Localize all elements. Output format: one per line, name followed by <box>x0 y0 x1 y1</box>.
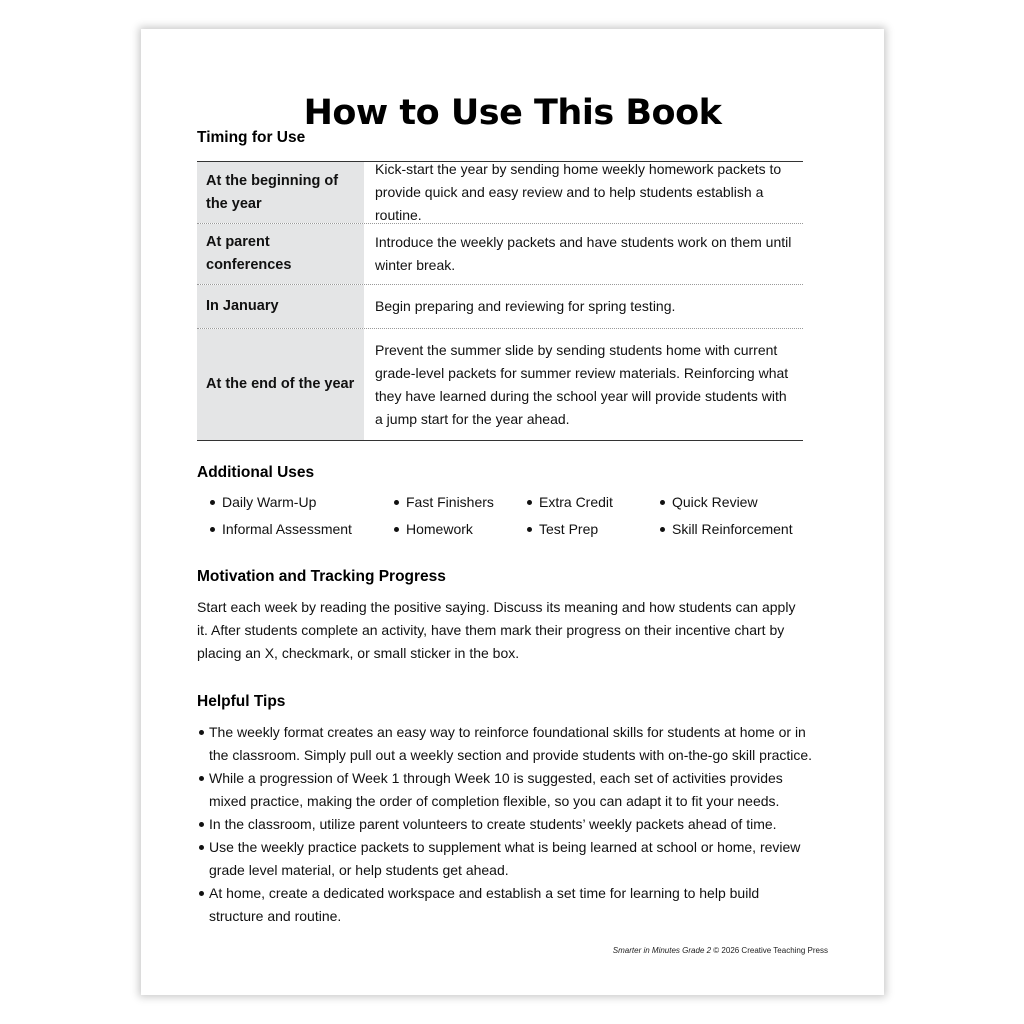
list-item <box>527 521 598 537</box>
bullet-icon <box>210 500 215 505</box>
timing-label: At parent conferences <box>197 224 364 284</box>
bullet-icon <box>660 500 665 505</box>
bullet-icon <box>199 730 204 735</box>
use-label: Fast Finishers <box>406 494 494 510</box>
use-label: Extra Credit <box>539 494 613 510</box>
timing-description: Kick-start the year by sending home weekly homework packets to provide quick and easy review and to help students establish a routine. <box>375 161 782 223</box>
use-label: Quick Review <box>672 494 758 510</box>
bullet-icon <box>394 527 399 532</box>
list-item <box>210 521 352 537</box>
timing-table <box>197 161 803 441</box>
motivation-heading: Motivation and Tracking Progress <box>197 568 446 585</box>
footer-copyright: © 2026 Creative Teaching Press <box>713 946 828 955</box>
bullet-icon <box>394 500 399 505</box>
use-label: Daily Warm-Up <box>222 494 317 510</box>
list-item <box>527 494 613 510</box>
list-item <box>197 813 817 836</box>
tip-text: In the classroom, utilize parent volunteers to create students’ weekly packets ahead of time. <box>209 816 777 832</box>
timing-description: Begin preparing and reviewing for spring testing. <box>375 298 676 314</box>
bullet-icon <box>199 776 204 781</box>
document-page <box>141 29 884 995</box>
timing-row <box>197 224 803 285</box>
tip-text: At home, create a dedicated workspace and establish a set time for learning to help build structure and routine. <box>209 885 760 924</box>
use-label: Informal Assessment <box>222 521 352 537</box>
list-item <box>210 494 316 510</box>
list-item <box>660 494 758 510</box>
timing-row <box>197 329 803 440</box>
bullet-icon <box>527 527 532 532</box>
bullet-icon <box>199 822 204 827</box>
page-footer <box>613 946 828 955</box>
list-item <box>394 494 494 510</box>
tip-text: While a progression of Week 1 through Week 10 is suggested, each set of activities provides mixed practice, making the order of completion flexible, so you can adapt it to fit your needs. <box>209 770 783 809</box>
use-label: Skill Reinforcement <box>672 521 793 537</box>
page-title: How to Use This Book <box>303 93 722 133</box>
bullet-icon <box>199 845 204 850</box>
timing-row <box>197 285 803 329</box>
list-item <box>660 521 793 537</box>
bullet-icon <box>660 527 665 532</box>
timing-description: Introduce the weekly packets and have students work on them until winter break. <box>375 234 792 273</box>
use-label: Homework <box>406 521 473 537</box>
list-item <box>197 836 817 882</box>
tips-heading: Helpful Tips <box>197 693 286 710</box>
list-item <box>394 521 473 537</box>
list-item <box>197 767 817 813</box>
bullet-icon <box>527 500 532 505</box>
additional-uses-list <box>210 494 810 548</box>
list-item <box>197 721 817 767</box>
tip-text: Use the weekly practice packets to supplement what is being learned at school or home, review grade level material, or help students get ahead. <box>209 839 801 878</box>
tip-text: The weekly format creates an easy way to reinforce foundational skills for students at home or in the classroom. Simply pull out a weekly section and provide students with on-the-go skill practice. <box>209 724 813 763</box>
timing-label: At the end of the year <box>197 329 364 440</box>
timing-row <box>197 162 803 224</box>
bullet-icon <box>210 527 215 532</box>
footer-book-title: Smarter in Minutes Grade 2 <box>612 946 712 955</box>
timing-description: Prevent the summer slide by sending students home with current grade-level packets for summer review materials. Reinforcing what they have learned during the school year will provide students with a jump start for the year ahead. <box>375 341 789 427</box>
timing-heading: Timing for Use <box>197 129 306 146</box>
use-label: Test Prep <box>539 521 599 537</box>
additional-uses-heading: Additional Uses <box>197 464 315 481</box>
bullet-icon <box>199 891 204 896</box>
motivation-paragraph: Start each week by reading the positive saying. Discuss its meaning and how students can apply it. After students complete an activity, have them mark their progress on their incentive chart by placing an X, checkmark, or small sticker in the box. <box>197 599 796 661</box>
timing-label: In January <box>197 285 364 328</box>
timing-label: At the beginning of the year <box>197 162 364 223</box>
tips-list <box>197 721 817 928</box>
list-item <box>197 882 817 928</box>
